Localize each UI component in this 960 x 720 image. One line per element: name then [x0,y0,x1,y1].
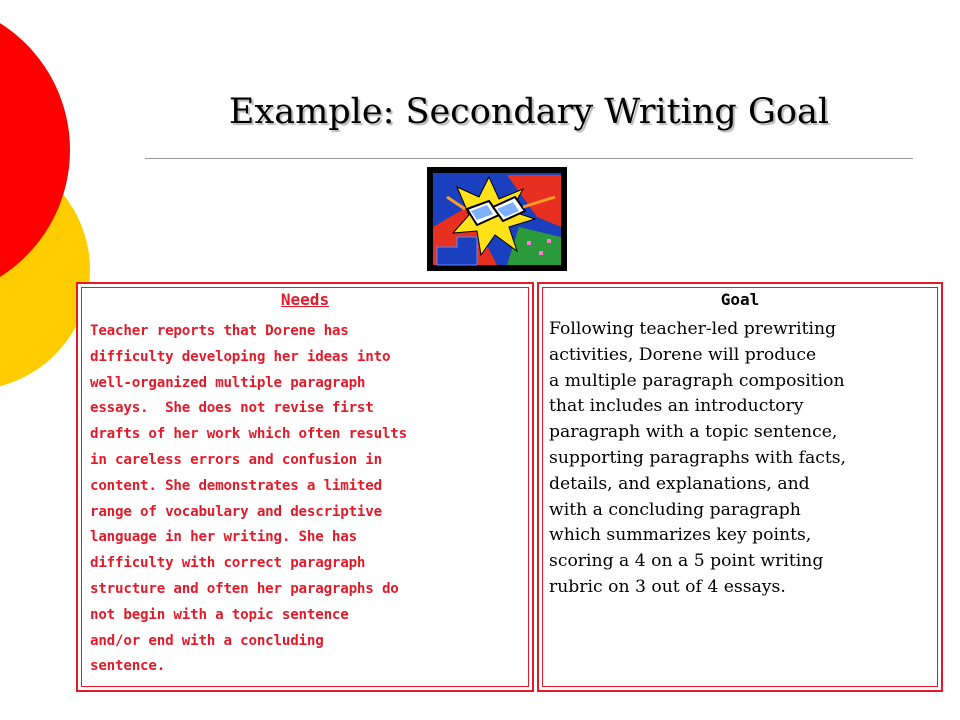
needs-line: drafts of her work which often results [90,426,407,443]
needs-line: in careless errors and confusion in [90,451,382,468]
goal-line: details, and explanations, and [549,473,810,494]
goal-heading: Goal [720,290,760,309]
goal-line: with a concluding paragraph [549,499,801,520]
needs-box [76,282,534,692]
needs-line: content. She demonstrates a limited [90,477,382,494]
needs-line: range of vocabulary and descriptive [90,503,382,520]
goal-line: supporting paragraphs with facts, [549,447,847,468]
needs-line: well-organized multiple paragraph [90,374,366,391]
goal-line: that includes an introductory [549,396,804,417]
needs-line: essays. She does not revise first [90,400,374,417]
needs-line: Teacher reports that Dorene has [90,323,349,339]
goal-line: a multiple paragraph composition [549,370,845,391]
needs-line: language in her writing. She has [90,529,357,546]
goal-text [549,317,929,601]
needs-heading: Needs [280,290,330,309]
goal-line: rubric on 3 out of 4 essays. [549,576,786,597]
needs-text [90,319,520,680]
goal-line: activities, Dorene will produce [549,344,817,365]
needs-line: not begin with a topic sentence [90,606,349,623]
goal-line: Following teacher-led prewriting [549,319,837,339]
books-explosion-clipart-icon [427,167,567,271]
needs-line: and/or end with a concluding [90,632,324,649]
needs-line: difficulty developing her ideas into [90,348,391,365]
goal-line: paragraph with a topic sentence, [549,422,838,443]
goal-box [537,282,943,692]
goal-line: scoring a 4 on a 5 point writing [549,551,824,572]
needs-line: structure and often her paragraphs do [90,580,399,597]
slide-title: Example: Secondary Writing Goal [228,92,830,132]
goal-line: which summarizes key points, [549,525,812,546]
needs-line: sentence. [90,658,166,675]
needs-line: difficulty with correct paragraph [90,555,366,572]
title-divider [145,158,913,159]
